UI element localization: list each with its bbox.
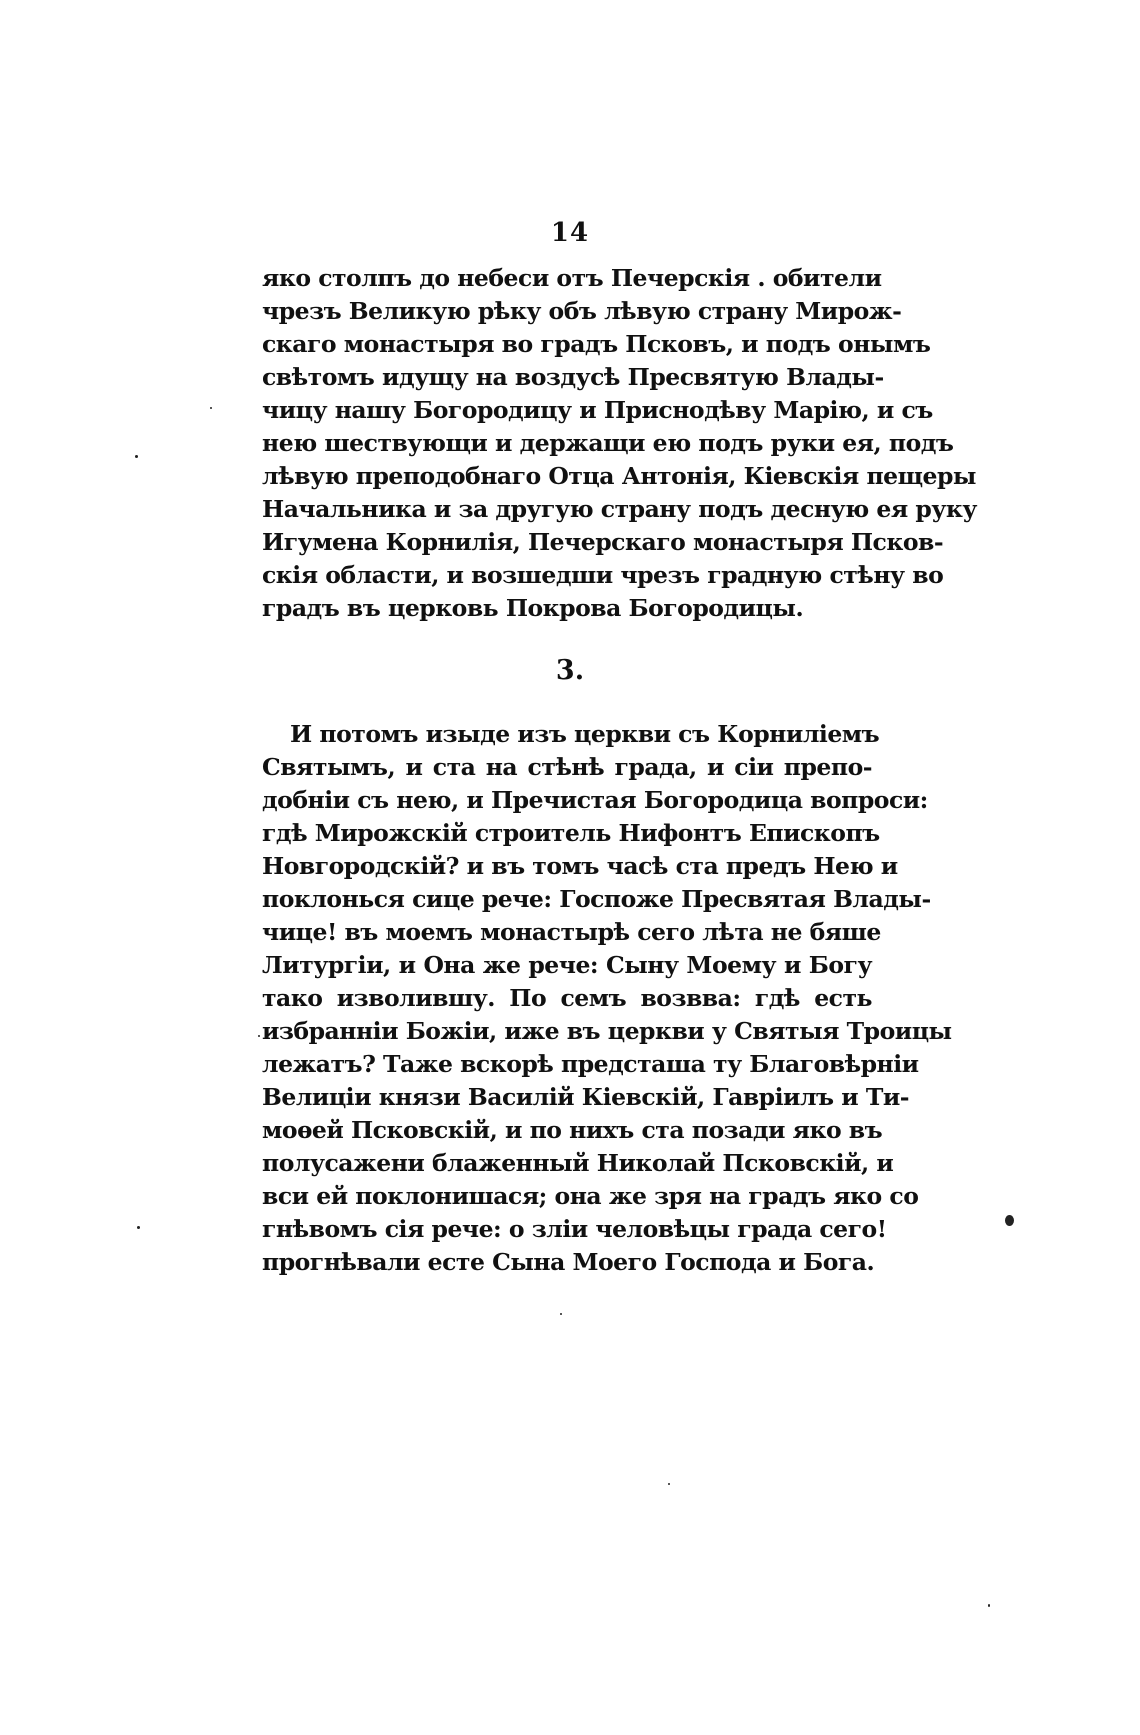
text-line: поклонься сице рече: Госпоже Пресвятая Влады- xyxy=(262,885,931,913)
paragraph-1 xyxy=(262,262,977,625)
text-line: гнѣвомъ сія рече: о зліи человѣцы града сего! xyxy=(262,1215,887,1243)
text-line: чице! въ моемъ монастырѣ сего лѣта не бяше xyxy=(262,918,881,946)
scan-speck xyxy=(258,1035,260,1037)
text-line: чицу нашу Богородицу и Приснодѣву Марію, и съ xyxy=(262,396,933,424)
text-line: гдѣ Мирожскій строитель Нифонтъ Епископъ xyxy=(262,819,880,847)
scan-speck xyxy=(668,1483,670,1485)
text-line: Святымъ, и ста на стѣнѣ града, и сіи препо- xyxy=(262,753,872,781)
text-line: моѳей Псковскій, и по нихъ ста позади яко въ xyxy=(262,1116,883,1144)
text-line: Начальника и за другую страну подъ десную ея руку xyxy=(262,495,977,523)
page-number: 14 xyxy=(550,218,590,248)
text-line: яко столпъ до небеси отъ Печерскія . обители xyxy=(262,264,882,292)
scan-speck xyxy=(135,455,138,458)
scan-speck xyxy=(210,407,212,409)
scan-speck xyxy=(988,1604,990,1607)
text-line: прогнѣвали есте Сына Моего Господа и Бога. xyxy=(262,1248,875,1276)
text-line: чрезъ Великую рѣку объ лѣвую страну Мирож- xyxy=(262,297,902,325)
text-line: скаго монастыря во градъ Псковъ, и подъ онымъ xyxy=(262,330,931,358)
text-line: вси ей поклонишася; она же зря на градъ яко со xyxy=(262,1182,919,1210)
text-line: Новгородскій? и въ томъ часѣ ста предъ Нею и xyxy=(262,852,898,880)
scan-speck xyxy=(137,1226,140,1229)
text-line: Литургіи, и Она же рече: Сыну Моему и Богу xyxy=(262,951,872,979)
text-line: нею шествующи и держащи ею подъ руки ея, подъ xyxy=(262,429,954,457)
section-number: 3. xyxy=(555,655,585,686)
scan-speck xyxy=(560,1313,562,1315)
text-line: полусажени блаженный Николай Псковскій, и xyxy=(262,1149,894,1177)
text-line: градъ въ церковь Покрова Богородицы. xyxy=(262,594,804,622)
scan-speck xyxy=(1005,1215,1014,1226)
text-line: свѣтомъ идущу на воздусѣ Пресвятую Влады- xyxy=(262,363,884,391)
text-line: Игумена Корнилія, Печерскаго монастыря Псков- xyxy=(262,528,944,556)
text-line: скія области, и возшедши чрезъ градную стѣну во xyxy=(262,561,944,589)
paragraph-2 xyxy=(262,718,952,1279)
text-line: избранніи Божіи, иже въ церкви у Святыя Троицы xyxy=(262,1017,952,1045)
text-line: И потомъ изыде изъ церкви съ Корниліемъ xyxy=(290,720,880,748)
text-line: добніи съ нею, и Пречистая Богородица вопроси: xyxy=(262,786,928,814)
text-line: тако изволившу. По семъ возвва: гдѣ есть xyxy=(262,984,872,1012)
text-line: лѣвую преподобнаго Отца Антонія, Кіевскія пещеры xyxy=(262,462,976,490)
text-line: Велицiи князи Василій Кіевскій, Гавріилъ и Ти- xyxy=(262,1083,910,1111)
text-line: лежатъ? Таже вскорѣ предсташа ту Благовѣрніи xyxy=(262,1050,919,1078)
